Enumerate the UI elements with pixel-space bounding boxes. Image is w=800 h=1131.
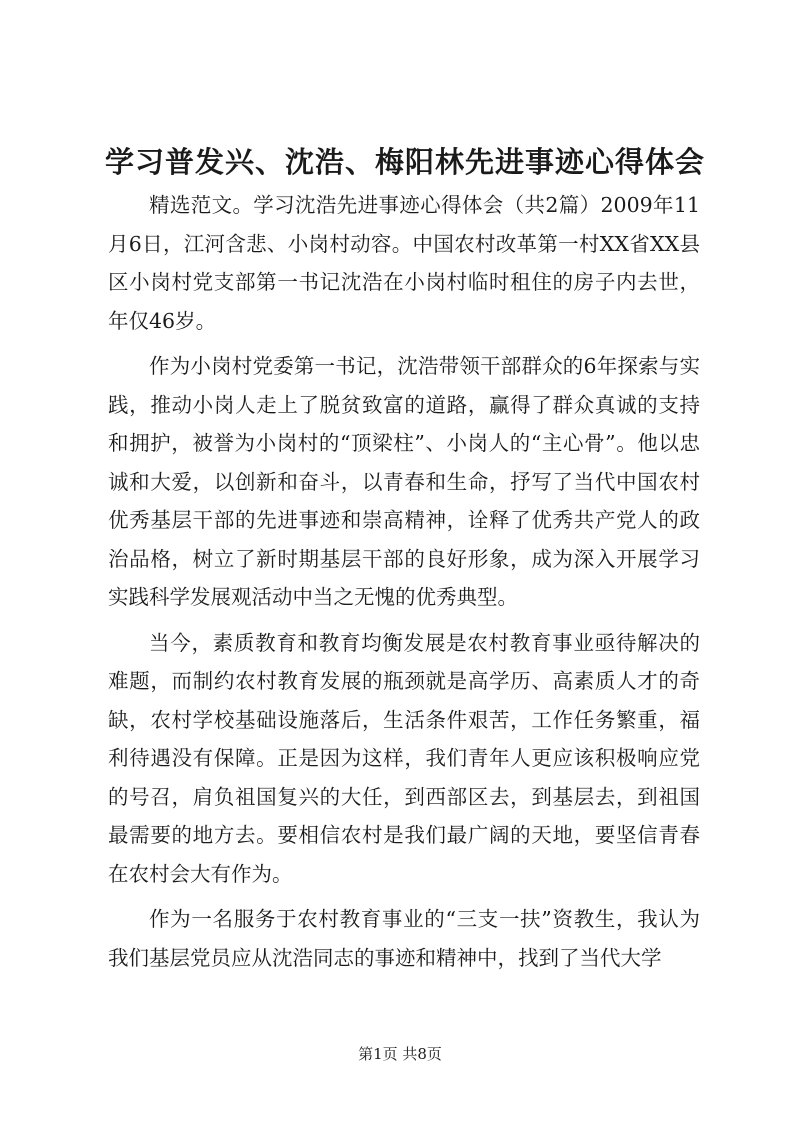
document-title: 学习普发兴、沈浩、梅阳林先进事迹心得体会 (105, 145, 706, 179)
paragraph: 当今，素质教育和教育均衡发展是农村教育事业亟待解决的难题，而制约农村教育发展的瓶颈就是高学历、高素质人才的奇缺，农村学校基础设施落后，生活条件艰苦，工作任务繁重，福利待遇没有保障。正是因为这样，我们青年人更应该积极响应党的号召，肩负祖国复兴的大任，到西部区去，到基层去，到祖国最需要的地方去。要相信农村是我们最广阔的天地，要坚信青春在农村会大有作为。 (108, 630, 700, 886)
paragraph: 作为小岗村党委第一书记，沈浩带领干部群众的6年探索与实践，推动小岗人走上了脱贫致富的道路，赢得了群众真诚的支持和拥护，被誉为小岗村的“顶梁柱”、小岗人的“主心骨”。他以忠诚和大爱，以创新和奋斗，以青春和生命，抒写了当代中国农村优秀基层干部的先进事迹和崇高精神，诠释了优秀共产党人的政治品格，树立了新时期基层干部的良好形象，成为深入开展学习实践科学发展观活动中当之无愧的优秀典型。 (108, 354, 700, 609)
document-body (108, 186, 700, 984)
page-number-footer: 第1页 共8页 (358, 1045, 442, 1063)
paragraph: 作为一名服务于农村教育事业的“三支一扶”资教生，我认为我们基层党员应从沈浩同志的事迹和精神中，找到了当代大学 (108, 907, 700, 970)
paragraph: 精选范文。学习沈浩先进事迹心得体会（共2篇）2009年11月6日，江河含悲、小岗村动容。中国农村改革第一村XX省XX县区小岗村党支部第一书记沈浩在小岗村临时租住的房子内去世，年仅46岁。 (108, 193, 700, 333)
